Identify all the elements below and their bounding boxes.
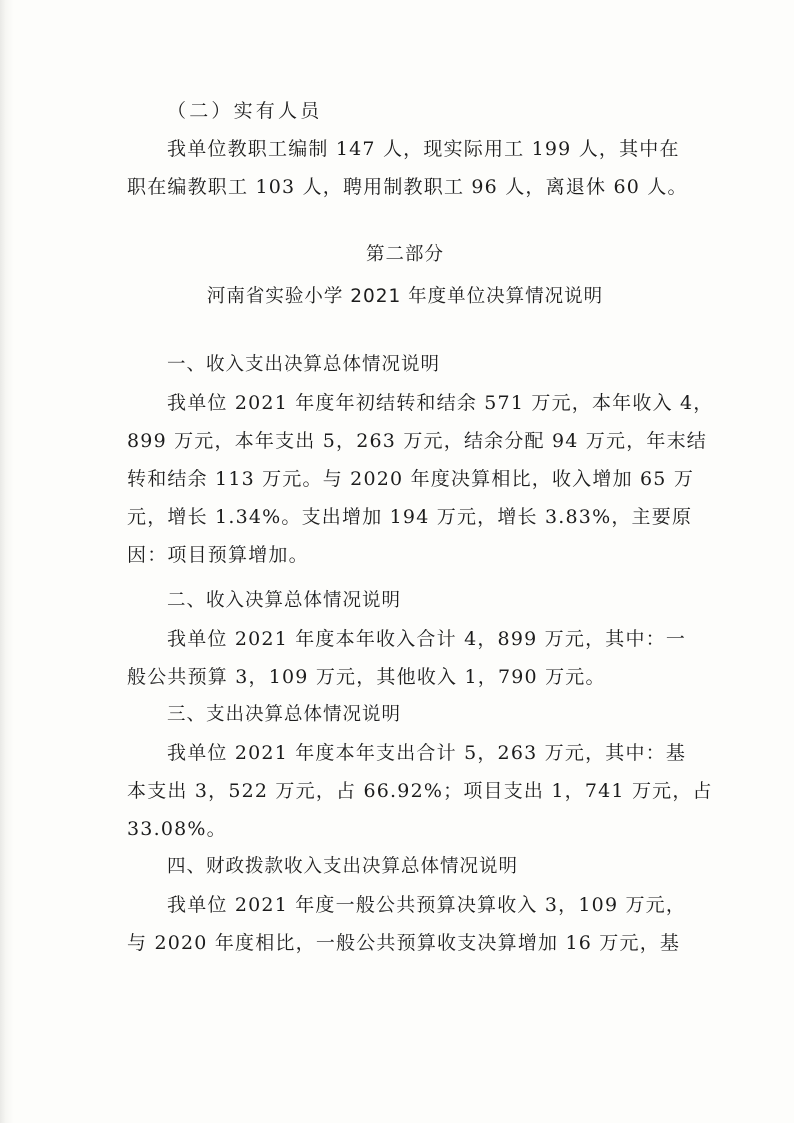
paragraph-line: 33.08%。 [127,818,227,840]
paragraph-line: 我单位 2021 年度一般公共预算决算收入 3，109 万元， [167,894,687,916]
section-heading: 一、收入支出决算总体情况说明 [167,354,441,375]
paragraph-line: 本支出 3，522 万元，占 66.92%；项目支出 1，741 万元，占 [127,780,713,802]
paragraph-line: 般公共预算 3，109 万元，其他收入 1，790 万元。 [127,666,606,688]
paragraph-line: 转和结余 113 万元。与 2020 年度决算相比，收入增加 65 万 [127,468,695,490]
section-heading: 三、支出决算总体情况说明 [167,704,402,725]
paragraph-line: 与 2020 年度相比，一般公共预算收支决算增加 16 万元，基 [127,932,681,954]
paragraph-line: 职在编教职工 103 人，聘用制教职工 96 人，离退休 60 人。 [127,176,688,198]
paragraph-line: 元，增长 1.34%。支出增加 194 万元，增长 3.83%，主要原 [127,506,693,528]
part-subtitle: 河南省实验小学 2021 年度单位决算情况说明 [206,286,604,307]
document-body [127,92,714,962]
paragraph-line: 899 万元，本年支出 5，263 万元，结余分配 94 万元，年末结 [127,430,707,452]
paragraph-line: 我单位 2021 年度本年支出合计 5，263 万元，其中：基 [167,742,687,764]
section-heading: 四、财政拨款收入支出决算总体情况说明 [167,856,519,877]
actual-staff-heading: （二）实有人员 [167,100,323,122]
paragraph-line: 因：项目预算增加。 [127,544,309,566]
section-heading: 二、收入决算总体情况说明 [167,590,402,611]
paragraph-line: 我单位 2021 年度年初结转和结余 571 万元，本年收入 4， [167,392,714,414]
part-title: 第二部分 [365,244,444,265]
paragraph-line: 我单位教职工编制 147 人，现实际用工 199 人，其中在 [167,138,680,160]
paragraph-line: 我单位 2021 年度本年收入合计 4，899 万元，其中：一 [167,628,687,650]
